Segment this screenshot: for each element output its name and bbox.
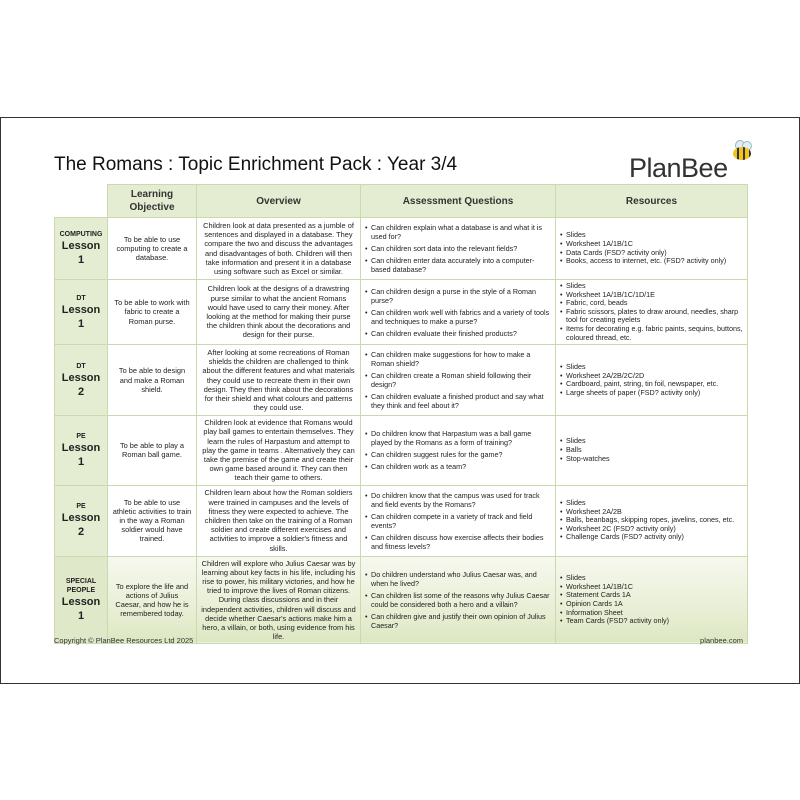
subject-name: PE: [76, 503, 86, 511]
question-item: • Can children discuss how exercise affects their bodies and fitness levels?: [371, 533, 551, 551]
resource-item: • Worksheet 1A/1B/1C: [566, 240, 743, 249]
subject-cell: [55, 280, 108, 345]
lesson-table: [54, 184, 748, 644]
question-item: • Can children suggest rules for the game?: [371, 450, 551, 459]
resource-item: • Slides: [566, 231, 743, 240]
resource-item: • Fabric, cord, beads: [566, 299, 743, 308]
resource-item: • Worksheet 2C (FSD? activity only): [566, 525, 743, 534]
overview-text: Children will explore who Julius Caesar was by learning about key facts in his life, including his rise to power, his military victories, and how he tried to improve the lives of Roman citizens. During class discussions and in their independent activities, children will discuss and decide whether Caesar's actions make him a hero, a villain, or both, using evidence from his life.: [197, 556, 361, 644]
learning-objective: To be able to work with fabric to create a Roman purse.: [108, 280, 197, 345]
resource-item: • Balls: [566, 446, 743, 455]
subject-cell: [55, 556, 108, 644]
lesson-number: Lesson 2: [61, 371, 101, 398]
question-item: • Can children give and justify their own opinion of Julius Caesar?: [371, 612, 551, 630]
header-objective: Learning Objective: [108, 185, 197, 218]
header-questions: Assessment Questions: [361, 185, 556, 218]
resource-item: • Slides: [566, 574, 743, 583]
logo-text: PlanBee: [629, 153, 728, 183]
resources-list: [556, 218, 748, 280]
question-item: • Can children sort data into the relevant fields?: [371, 244, 551, 253]
header-blank: [55, 185, 108, 218]
table-row: [55, 416, 748, 485]
resource-item: • Items for decorating e.g. fabric paints, sequins, buttons, coloured thread, etc.: [566, 325, 743, 342]
resources-list: [556, 485, 748, 556]
lesson-number: Lesson 1: [61, 303, 101, 330]
resource-item: • Data Cards (FSD? activity only): [566, 249, 743, 258]
learning-objective: To be able to use athletic activities to train in the way a Roman soldier would have trained.: [108, 485, 197, 556]
subject-cell: [55, 485, 108, 556]
subject-cell: [55, 416, 108, 485]
header-resources: Resources: [556, 185, 748, 218]
question-item: • Can children evaluate a finished product and say what they think and feel about it?: [371, 392, 551, 410]
overview-text: Children look at the designs of a drawstring purse similar to what the ancient Romans would have used to carry their money. After looking at the method for making their purse the children think about the decorations and design for their purse.: [197, 280, 361, 345]
learning-objective: To be able to play a Roman ball game.: [108, 416, 197, 485]
resource-item: • Large sheets of paper (FSD? activity only): [566, 389, 743, 398]
resources-list: [556, 556, 748, 644]
header-overview: Overview: [197, 185, 361, 218]
resource-item: • Information Sheet: [566, 609, 743, 618]
subject-cell: [55, 345, 108, 416]
footer-site: planbee.com: [700, 636, 743, 645]
resource-item: • Worksheet 2A/2B: [566, 508, 743, 517]
subject-name: DT: [76, 294, 86, 302]
page-title: The Romans : Topic Enrichment Pack : Year 3/4: [54, 154, 458, 175]
assessment-questions: [361, 345, 556, 416]
assessment-questions: [361, 416, 556, 485]
question-item: • Can children list some of the reasons why Julius Caesar could be considered both a hero and a villain?: [371, 591, 551, 609]
question-item: • Can children compete in a variety of track and field events?: [371, 512, 551, 530]
resource-item: • Worksheet 2A/2B/2C/2D: [566, 372, 743, 381]
resource-item: • Challenge Cards (FSD? activity only): [566, 533, 743, 542]
resource-item: • Fabric scissors, plates to draw around, needles, sharp tool for creating eyelets: [566, 308, 743, 325]
subject-name: SPECIAL PEOPLE: [65, 577, 97, 594]
learning-objective: To be able to use computing to create a database.: [108, 218, 197, 280]
resource-item: • Statement Cards 1A: [566, 591, 743, 600]
resource-item: • Worksheet 1A/1B/1C: [566, 583, 743, 592]
overview-text: Children look at evidence that Romans would play ball games to entertain themselves. They learn the rules of Harpastum and attempt to play the game in teams . Alternatively they can take the premise of the game and create their own game based around it. They can then teach their game to others.: [197, 416, 361, 485]
learning-objective: To be able to design and make a Roman shield.: [108, 345, 197, 416]
subject-name: DT: [76, 362, 86, 370]
resource-item: • Slides: [566, 499, 743, 508]
resource-item: • Opinion Cards 1A: [566, 600, 743, 609]
assessment-questions: [361, 280, 556, 345]
lesson-number: Lesson 1: [61, 595, 101, 622]
question-item: • Can children make suggestions for how to make a Roman shield?: [371, 350, 551, 368]
lesson-number: Lesson 1: [61, 240, 101, 266]
table-row: [55, 218, 748, 280]
resource-item: • Slides: [566, 437, 743, 446]
bee-icon: [729, 140, 755, 164]
resource-item: • Stop-watches: [566, 455, 743, 464]
question-item: • Can children explain what a database is and what it is used for?: [371, 223, 551, 241]
resource-item: • Cardboard, paint, string, tin foil, newspaper, etc.: [566, 380, 743, 389]
question-item: • Do children know that Harpastum was a ball game played by the Romans as a form of training?: [371, 429, 551, 447]
subject-name: PE: [76, 432, 86, 440]
footer-copyright: Copyright © PlanBee Resources Ltd 2025: [54, 636, 194, 645]
resources-list: [556, 416, 748, 485]
resource-item: • Balls, beanbags, skipping ropes, javelins, cones, etc.: [566, 516, 743, 525]
question-item: • Can children evaluate their finished products?: [371, 329, 551, 338]
question-item: • Can children enter data accurately into a computer-based database?: [371, 256, 551, 274]
subject-name: COMPUTING: [59, 231, 103, 238]
table-row: [55, 280, 748, 345]
question-item: • Can children work as a team?: [371, 462, 551, 471]
resources-list: [556, 280, 748, 345]
question-item: • Do children know that the campus was used for track and field events by the Romans?: [371, 491, 551, 509]
question-item: • Do children understand who Julius Caesar was, and when he lived?: [371, 570, 551, 588]
resources-list: [556, 345, 748, 416]
resource-item: • Worksheet 1A/1B/1C/1D/1E: [566, 291, 743, 300]
resource-item: • Slides: [566, 363, 743, 372]
lesson-number: Lesson 1: [61, 441, 101, 468]
resource-item: • Books, access to internet, etc. (FSD? activity only): [566, 257, 743, 266]
table-row: [55, 485, 748, 556]
learning-objective: To explore the life and actions of Julius Caesar, and how he is remembered today.: [108, 556, 197, 644]
resource-item: • Team Cards (FSD? activity only): [566, 617, 743, 626]
overview-text: Children learn about how the Roman soldiers were trained in campuses and the levels of fitness they were expected to achieve. The children then take on the training of a Roman soldier and create different exercises and activities to improve a soldier's fitness and skills.: [197, 485, 361, 556]
assessment-questions: [361, 556, 556, 644]
table-row: [55, 345, 748, 416]
planbee-logo: [629, 148, 749, 183]
assessment-questions: [361, 485, 556, 556]
overview-text: Children look at data presented as a jumble of sentences and displayed in a database. They compare the two and discuss the advantages and disadvantages of both. Children will then take information and present it in a database using software such as Excel or similar.: [197, 218, 361, 280]
question-item: • Can children create a Roman shield following their design?: [371, 371, 551, 389]
resource-item: • Slides: [566, 282, 743, 291]
document-page: [0, 117, 800, 684]
subject-cell: [55, 218, 108, 280]
question-item: • Can children work well with fabrics and a variety of tools and techniques to make a purse?: [371, 308, 551, 326]
table-row: [55, 556, 748, 644]
lesson-number: Lesson 2: [61, 512, 101, 539]
overview-text: After looking at some recreations of Roman shields the children are challenged to think about the different features and what materials they could use to recreate them in their own design. They then think about the decorations for their shield and what colours and patterns they could use.: [197, 345, 361, 416]
question-item: • Can children design a purse in the style of a Roman purse?: [371, 287, 551, 305]
table-header-row: [55, 185, 748, 218]
assessment-questions: [361, 218, 556, 280]
